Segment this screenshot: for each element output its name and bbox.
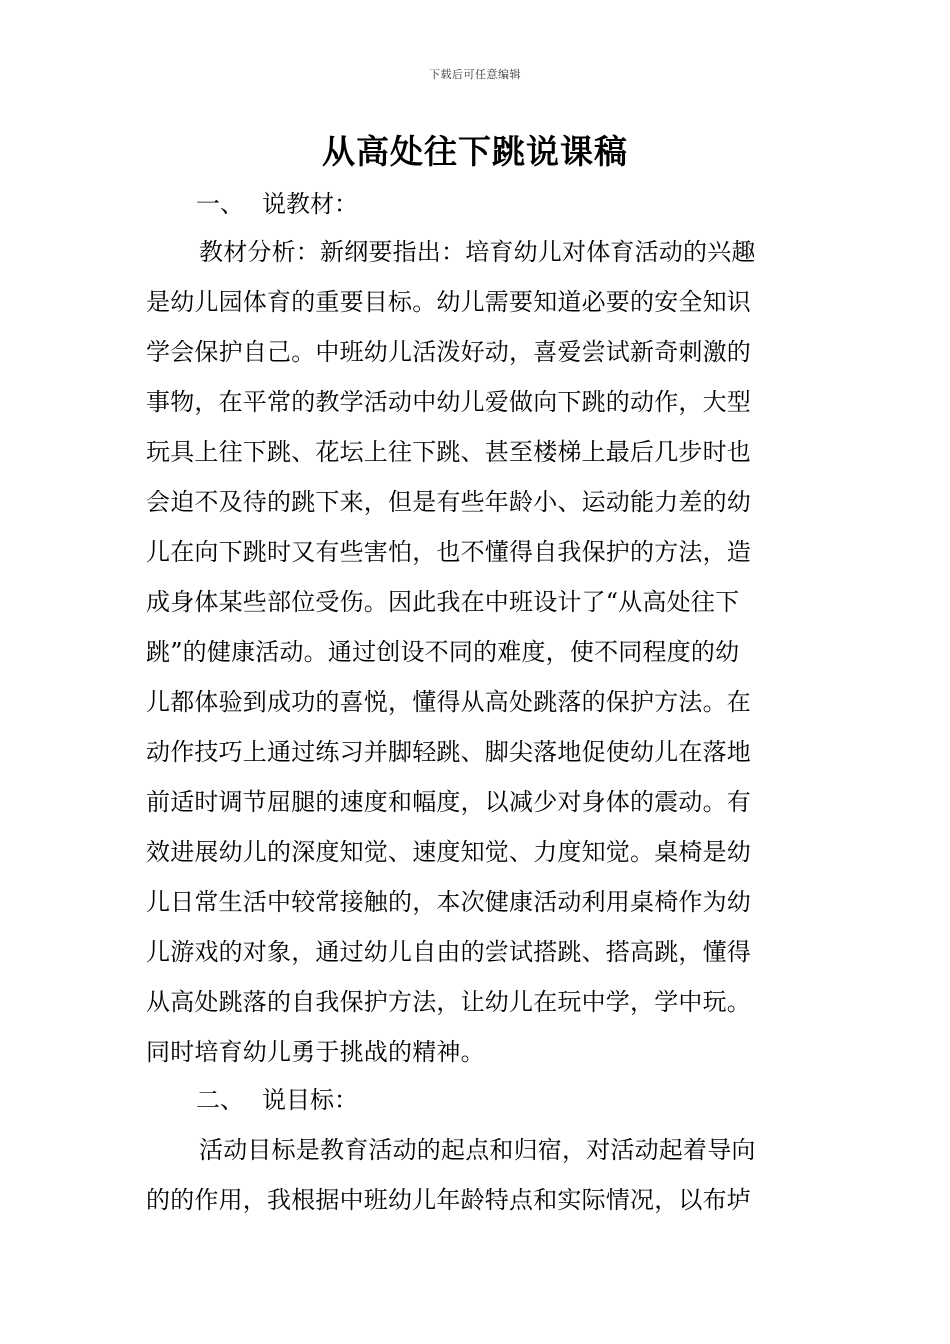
- section-number: 二、: [196, 1086, 244, 1114]
- paragraph-line: 动作技巧上通过练习并脚轻跳、脚尖落地促使幼儿在落地: [146, 738, 751, 766]
- paragraph-line: 的的作用，我根据中班幼儿年龄特点和实际情况，以布垆: [146, 1186, 751, 1214]
- paragraph-line: 儿日常生活中较常接触的，本次健康活动利用桌椅作为幼: [146, 888, 751, 916]
- paragraph-line: 成身体某些部位受伤。因此我在中班设计了“从高处往下: [146, 588, 740, 616]
- paragraph-line: 跳”的健康活动。通过创设不同的难度，使不同程度的幼: [146, 638, 740, 666]
- paragraph-line: 会迫不及待的跳下来，但是有些年龄小、运动能力差的幼: [146, 488, 751, 516]
- section-label: 说教材：: [262, 190, 358, 218]
- section-number: 一、: [196, 190, 244, 218]
- paragraph-line: 儿在向下跳时又有些害怕，也不懂得自我保护的方法，造: [146, 538, 751, 566]
- watermark-text: 下载后可任意编辑: [429, 68, 521, 81]
- section-label: 说目标：: [262, 1086, 358, 1114]
- page-title: 从高处往下跳说课稿: [322, 132, 628, 171]
- paragraph-line: 同时培育幼儿勇于挑战的精神。: [146, 1038, 485, 1066]
- section-heading-2: [196, 1080, 358, 1115]
- paragraph-line: 效进展幼儿的深度知觉、速度知觉、力度知觉。桌椅是幼: [146, 838, 751, 866]
- paragraph-line: 事物，在平常的教学活动中幼儿爱做向下跳的动作，大型: [146, 388, 751, 416]
- paragraph-line: 学会保护自己。中班幼儿活泼好动，喜爱尝试新奇刺激的: [146, 338, 751, 366]
- paragraph-line: 教材分析：新纲要指出：培育幼儿对体育活动的兴趣: [199, 238, 756, 266]
- paragraph-line: 儿都体验到成功的喜悦，懂得从高处跳落的保护方法。在: [146, 688, 751, 716]
- paragraph-line: 是幼儿园体育的重要目标。幼儿需要知道必要的安全知识: [146, 288, 751, 316]
- paragraph-line: 活动目标是教育活动的起点和归宿，对活动起着导向: [199, 1136, 756, 1164]
- paragraph-line: 玩具上往下跳、花坛上往下跳、甚至楼梯上最后几步时也: [146, 438, 751, 466]
- paragraph-line: 从高处跳落的自我保护方法，让幼儿在玩中学，学中玩。: [146, 988, 751, 1016]
- paragraph-line: 儿游戏的对象，通过幼儿自由的尝试搭跳、搭高跳，懂得: [146, 938, 751, 966]
- paragraph-line: 前适时调节屈腿的速度和幅度，以减少对身体的震动。有: [146, 788, 751, 816]
- section-heading-1: [196, 184, 358, 219]
